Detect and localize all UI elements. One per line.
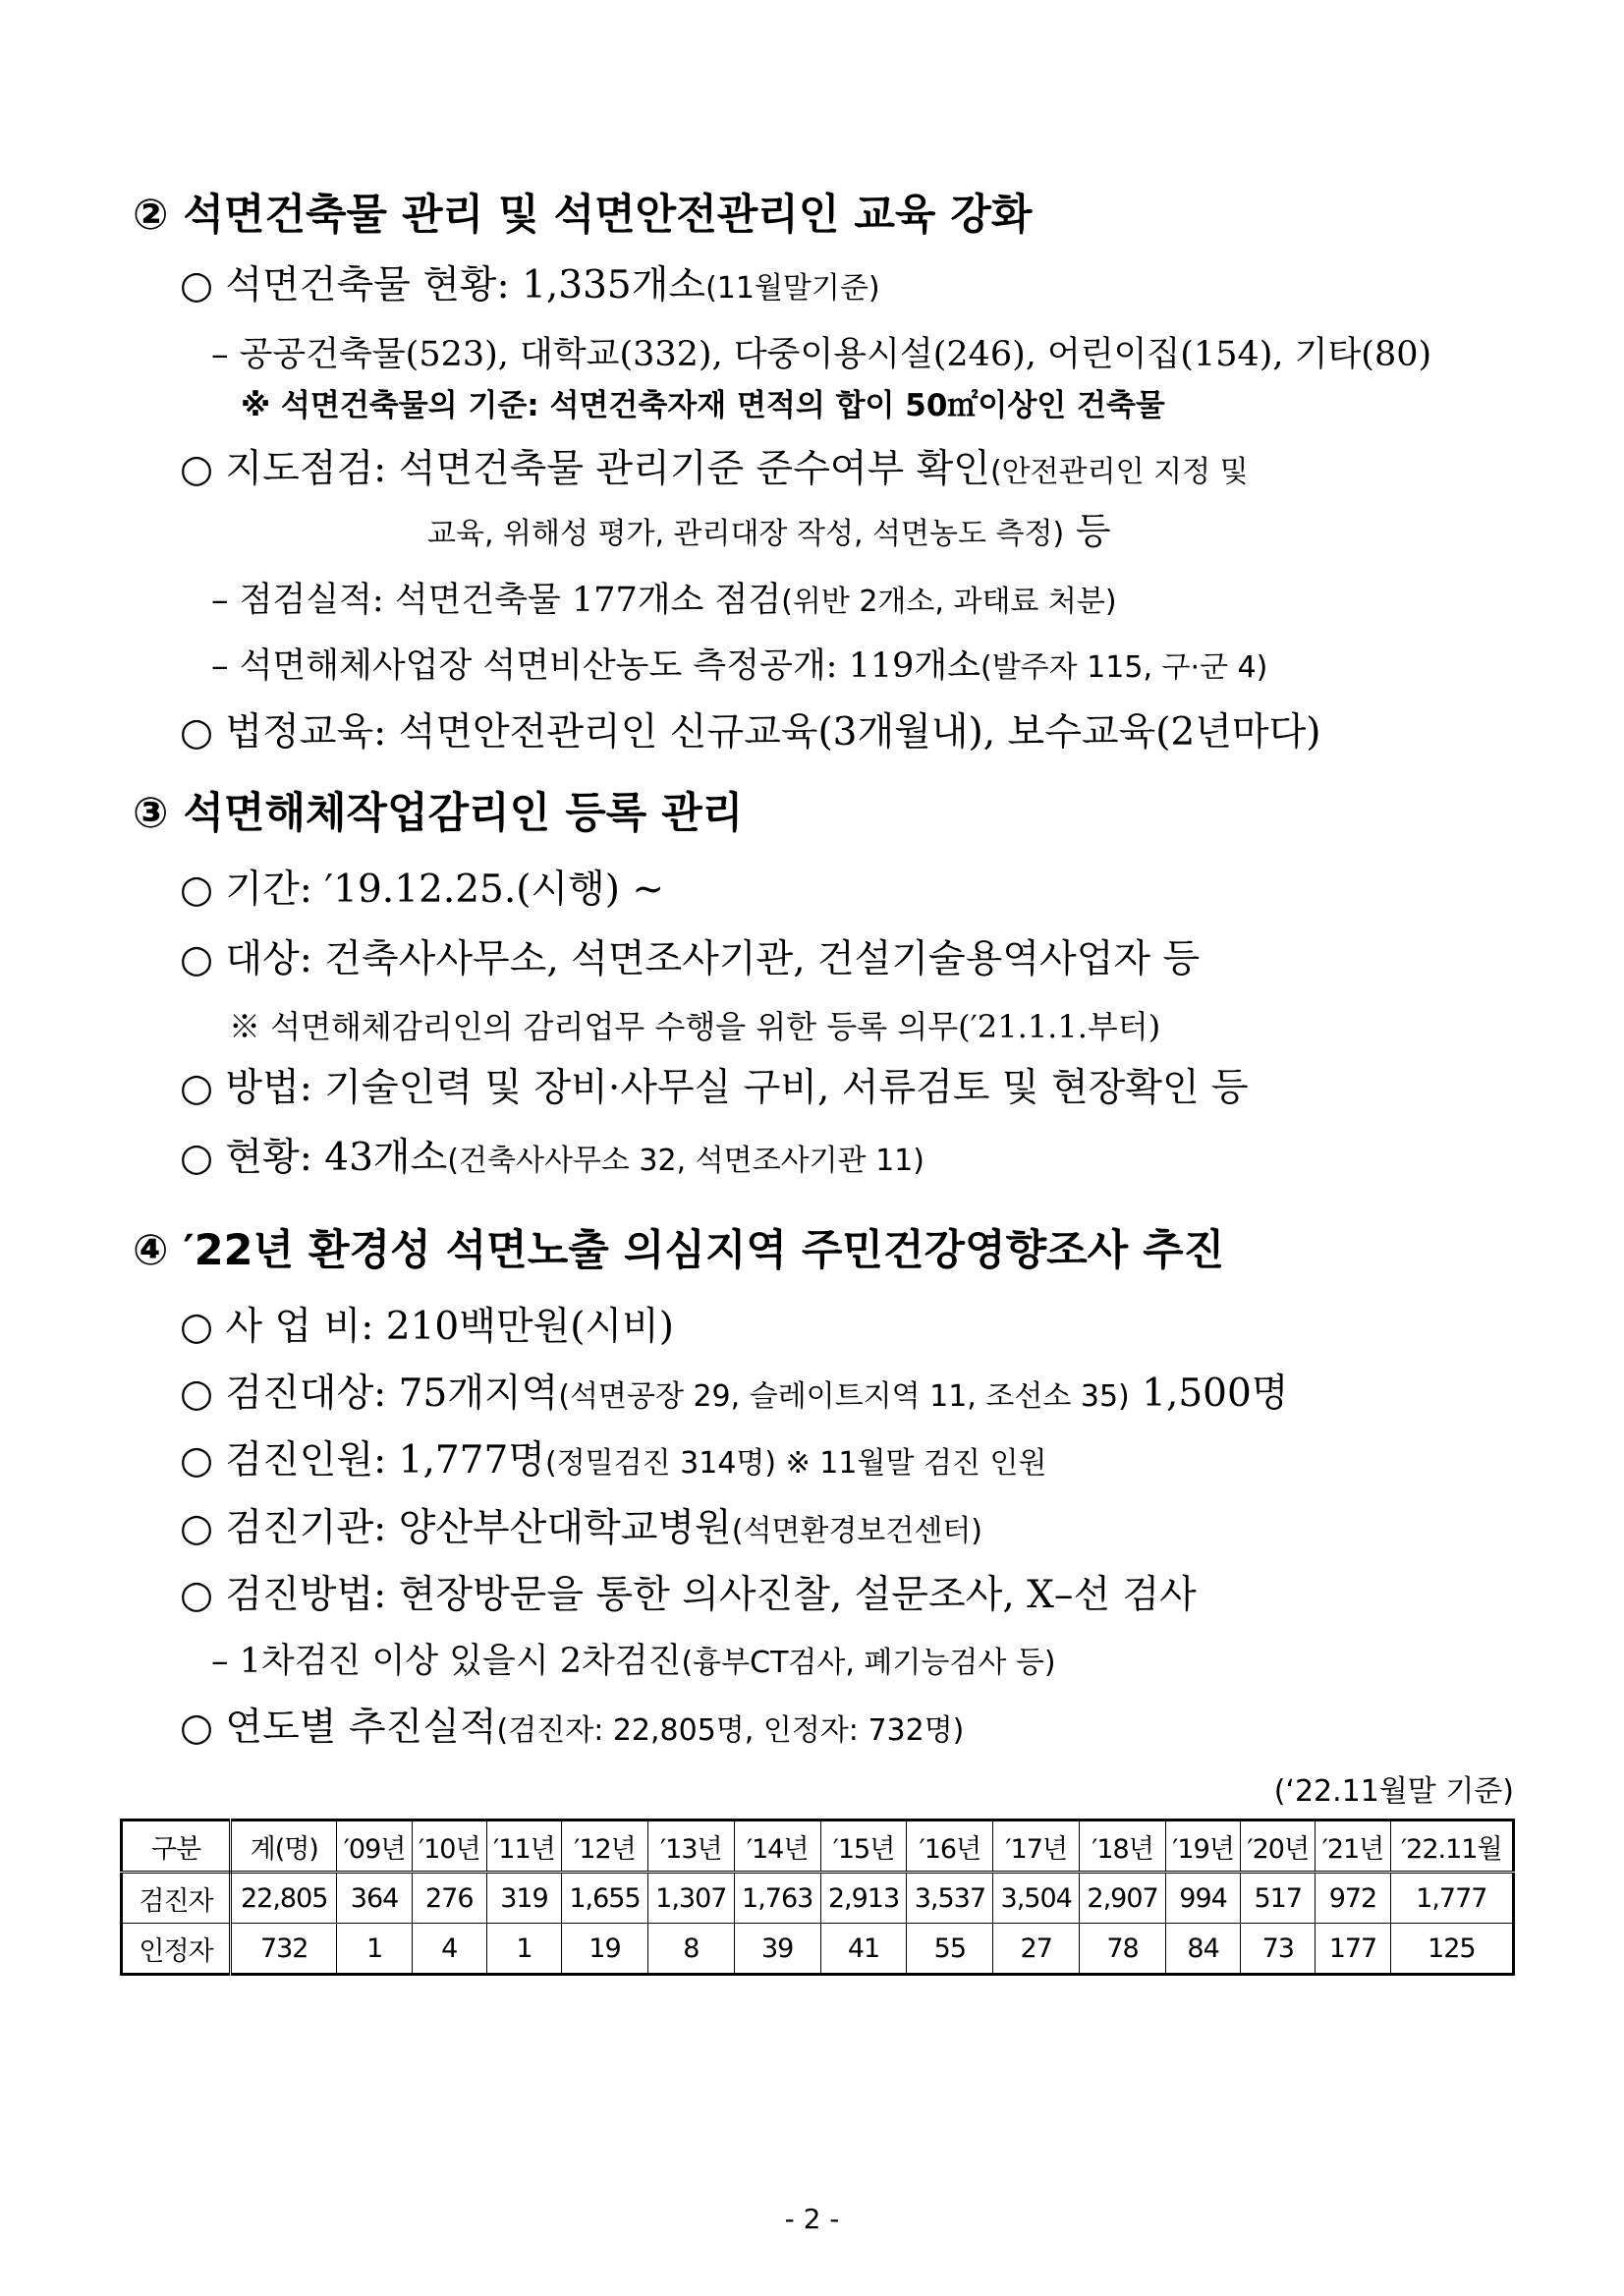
table-cell: 78	[1080, 1924, 1166, 1975]
inspection-result-2	[211, 647, 1267, 686]
survey-budget-item: ○ 사 업 비: 210백만원(시비)	[180, 1305, 675, 1349]
table-header-cell: ′19년	[1165, 1820, 1240, 1873]
table-cell: 125	[1390, 1924, 1513, 1975]
inspection-result-2-text: – 석면해체사업장 석면비산농도 측정공개: 119개소	[211, 646, 980, 686]
section-heading-asbestos-buildings: ② 석면건축물 관리 및 석면안전관리인 교육 강화	[133, 191, 1033, 240]
survey-target-note: (석면공장 29, 슬레이트지역 11, 조선소 35)	[558, 1379, 1130, 1414]
table-header-cell: ′14년	[734, 1820, 820, 1873]
table-cell: 4	[412, 1924, 486, 1975]
table-cell: 22,805	[231, 1873, 337, 1924]
inspection-result-1	[211, 582, 1117, 620]
table-header-row	[122, 1820, 1514, 1873]
inspection-continuation-end: 등	[1064, 510, 1111, 552]
inspection-continuation	[427, 512, 1111, 552]
table-cell: 인정자	[122, 1924, 231, 1975]
survey-method-detail-text: – 1차검진 이상 있을시 2차검진	[211, 1642, 682, 1681]
yearly-results-item	[180, 1708, 964, 1750]
yearly-results-table	[120, 1819, 1515, 1976]
table-header-cell: 계(명)	[231, 1820, 337, 1873]
table-header-cell: ′18년	[1080, 1820, 1166, 1873]
table-header-cell: ′13년	[647, 1820, 734, 1873]
yearly-results-text: ○ 연도별 추진실적	[180, 1706, 497, 1750]
table-cell: 41	[820, 1924, 907, 1975]
inspection-result-1-note: (위반 2개소, 과태료 처분)	[781, 585, 1117, 619]
table-basis-date: (‘22.11월말 기준)	[1273, 1774, 1514, 1809]
table-cell: 1	[337, 1924, 412, 1975]
building-status-text: ○ 석면건축물 현황: 1,335개소	[180, 263, 706, 308]
inspection-text: ○ 지도점검: 석면건축물 관리기준 준수여부 확인	[180, 447, 990, 491]
table-header-cell: ′21년	[1316, 1820, 1390, 1873]
survey-method-detail	[211, 1643, 1056, 1681]
building-status-note: (11월말기준)	[705, 271, 880, 306]
page-number: - 2 -	[784, 2203, 840, 2235]
table-header-cell: ′20년	[1241, 1820, 1316, 1873]
table-header-cell: ′17년	[993, 1820, 1080, 1873]
building-status-detail: – 공공건축물(523), 대학교(332), 다중이용시설(246), 어린이집(154), 기타(80)	[211, 335, 1432, 374]
survey-institution-note: (석면환경보건센터)	[731, 1514, 982, 1548]
registration-current-text: ○ 현황: 43개소	[180, 1136, 448, 1180]
section-heading-health-survey: ④ ′22년 환경성 석면노출 의심지역 주민건강영향조사 추진	[133, 1226, 1225, 1275]
survey-method-detail-note: (흉부CT검사, 폐기능검사 등)	[681, 1646, 1056, 1680]
registration-target-item: ○ 대상: 건축사사무소, 석면조사기관, 건설기술용역사업자 등	[180, 937, 1201, 981]
inspection-result-2-note: (발주자 115, 구·군 4)	[980, 650, 1268, 685]
criteria-note: ※ 석면건축물의 기준: 석면건축자재 면적의 합이 50㎡이상인 건축물	[241, 388, 1165, 423]
table-row-examined	[122, 1873, 1514, 1924]
inspection-result-1-text: – 점검실적: 석면건축물 177개소 점검	[211, 581, 782, 620]
table-cell: 1,763	[734, 1873, 820, 1924]
table-cell: 1,777	[1390, 1873, 1513, 1924]
section-heading-supervisor-registration: ③ 석면해체작업감리인 등록 관리	[133, 789, 744, 838]
table-cell: 1,655	[562, 1873, 648, 1924]
survey-target-count: 1,500명	[1129, 1372, 1289, 1416]
survey-institution-item	[180, 1508, 982, 1550]
inspection-item	[180, 449, 1249, 491]
table-row-certified	[122, 1924, 1514, 1975]
table-cell: 2,907	[1080, 1873, 1166, 1924]
table-cell: 19	[562, 1924, 648, 1975]
table-cell: 276	[412, 1873, 486, 1924]
inspection-note: (안전관리인 지정 및	[989, 455, 1249, 489]
table-cell: 319	[486, 1873, 561, 1924]
table-cell: 27	[993, 1924, 1080, 1975]
table-cell: 73	[1241, 1924, 1316, 1975]
table-header-cell: ′22.11월	[1390, 1820, 1513, 1873]
registration-target-note: ※ 석면해체감리인의 감리업무 수행을 위한 등록 의무(′21.1.1.부터)	[229, 1008, 1161, 1045]
registration-current-item	[180, 1138, 924, 1180]
survey-institution-text: ○ 검진기관: 양산부산대학교병원	[180, 1506, 732, 1550]
table-header-cell: ′09년	[337, 1820, 412, 1873]
table-cell: 1,307	[647, 1873, 734, 1924]
survey-examined-text: ○ 검진인원: 1,777명	[180, 1438, 545, 1483]
table-header-cell: ′11년	[486, 1820, 561, 1873]
table-cell: 2,913	[820, 1873, 907, 1924]
table-cell: 177	[1316, 1924, 1390, 1975]
table-cell: 39	[734, 1924, 820, 1975]
inspection-continuation-text: 교육, 위해성 평가, 관리대장 작성, 석면농도 측정)	[427, 517, 1065, 551]
registration-period-item: ○ 기간: ′19.12.25.(시행) ~	[180, 868, 665, 912]
table-header-cell: ′10년	[412, 1820, 486, 1873]
table-cell: 3,537	[907, 1873, 993, 1924]
table-cell: 994	[1165, 1873, 1240, 1924]
table-cell: 972	[1316, 1873, 1390, 1924]
yearly-results-note: (검진자: 22,805명, 인정자: 732명)	[496, 1713, 965, 1748]
table-header-cell: ′12년	[562, 1820, 648, 1873]
table-header-cell: ′16년	[907, 1820, 993, 1873]
survey-examined-item	[180, 1440, 1046, 1483]
table-header-cell: 구분	[122, 1820, 231, 1873]
registration-current-note: (건축사사무소 32, 석면조사기관 11)	[447, 1144, 924, 1178]
survey-method-item: ○ 검진방법: 현장방문을 통한 의사진찰, 설문조사, X–선 검사	[180, 1573, 1197, 1617]
table-cell: 8	[647, 1924, 734, 1975]
table-cell: 검진자	[122, 1873, 231, 1924]
building-status-item	[180, 265, 880, 308]
table-cell: 517	[1241, 1873, 1316, 1924]
table-cell: 84	[1165, 1924, 1240, 1975]
survey-examined-note: (정밀검진 314명) ※ 11월말 검진 인원	[544, 1446, 1047, 1481]
table-cell: 3,504	[993, 1873, 1080, 1924]
table-cell: 732	[231, 1924, 337, 1975]
table-cell: 55	[907, 1924, 993, 1975]
table-cell: 1	[486, 1924, 561, 1975]
table-header-cell: ′15년	[820, 1820, 907, 1873]
survey-target-item	[180, 1373, 1288, 1416]
legal-education-item: ○ 법정교육: 석면안전관리인 신규교육(3개월내), 보수교육(2년마다)	[180, 710, 1321, 755]
registration-method-item: ○ 방법: 기술인력 및 장비·사무실 구비, 서류검토 및 현장확인 등	[180, 1066, 1249, 1110]
survey-target-text: ○ 검진대상: 75개지역	[180, 1372, 559, 1416]
table-cell: 364	[337, 1873, 412, 1924]
